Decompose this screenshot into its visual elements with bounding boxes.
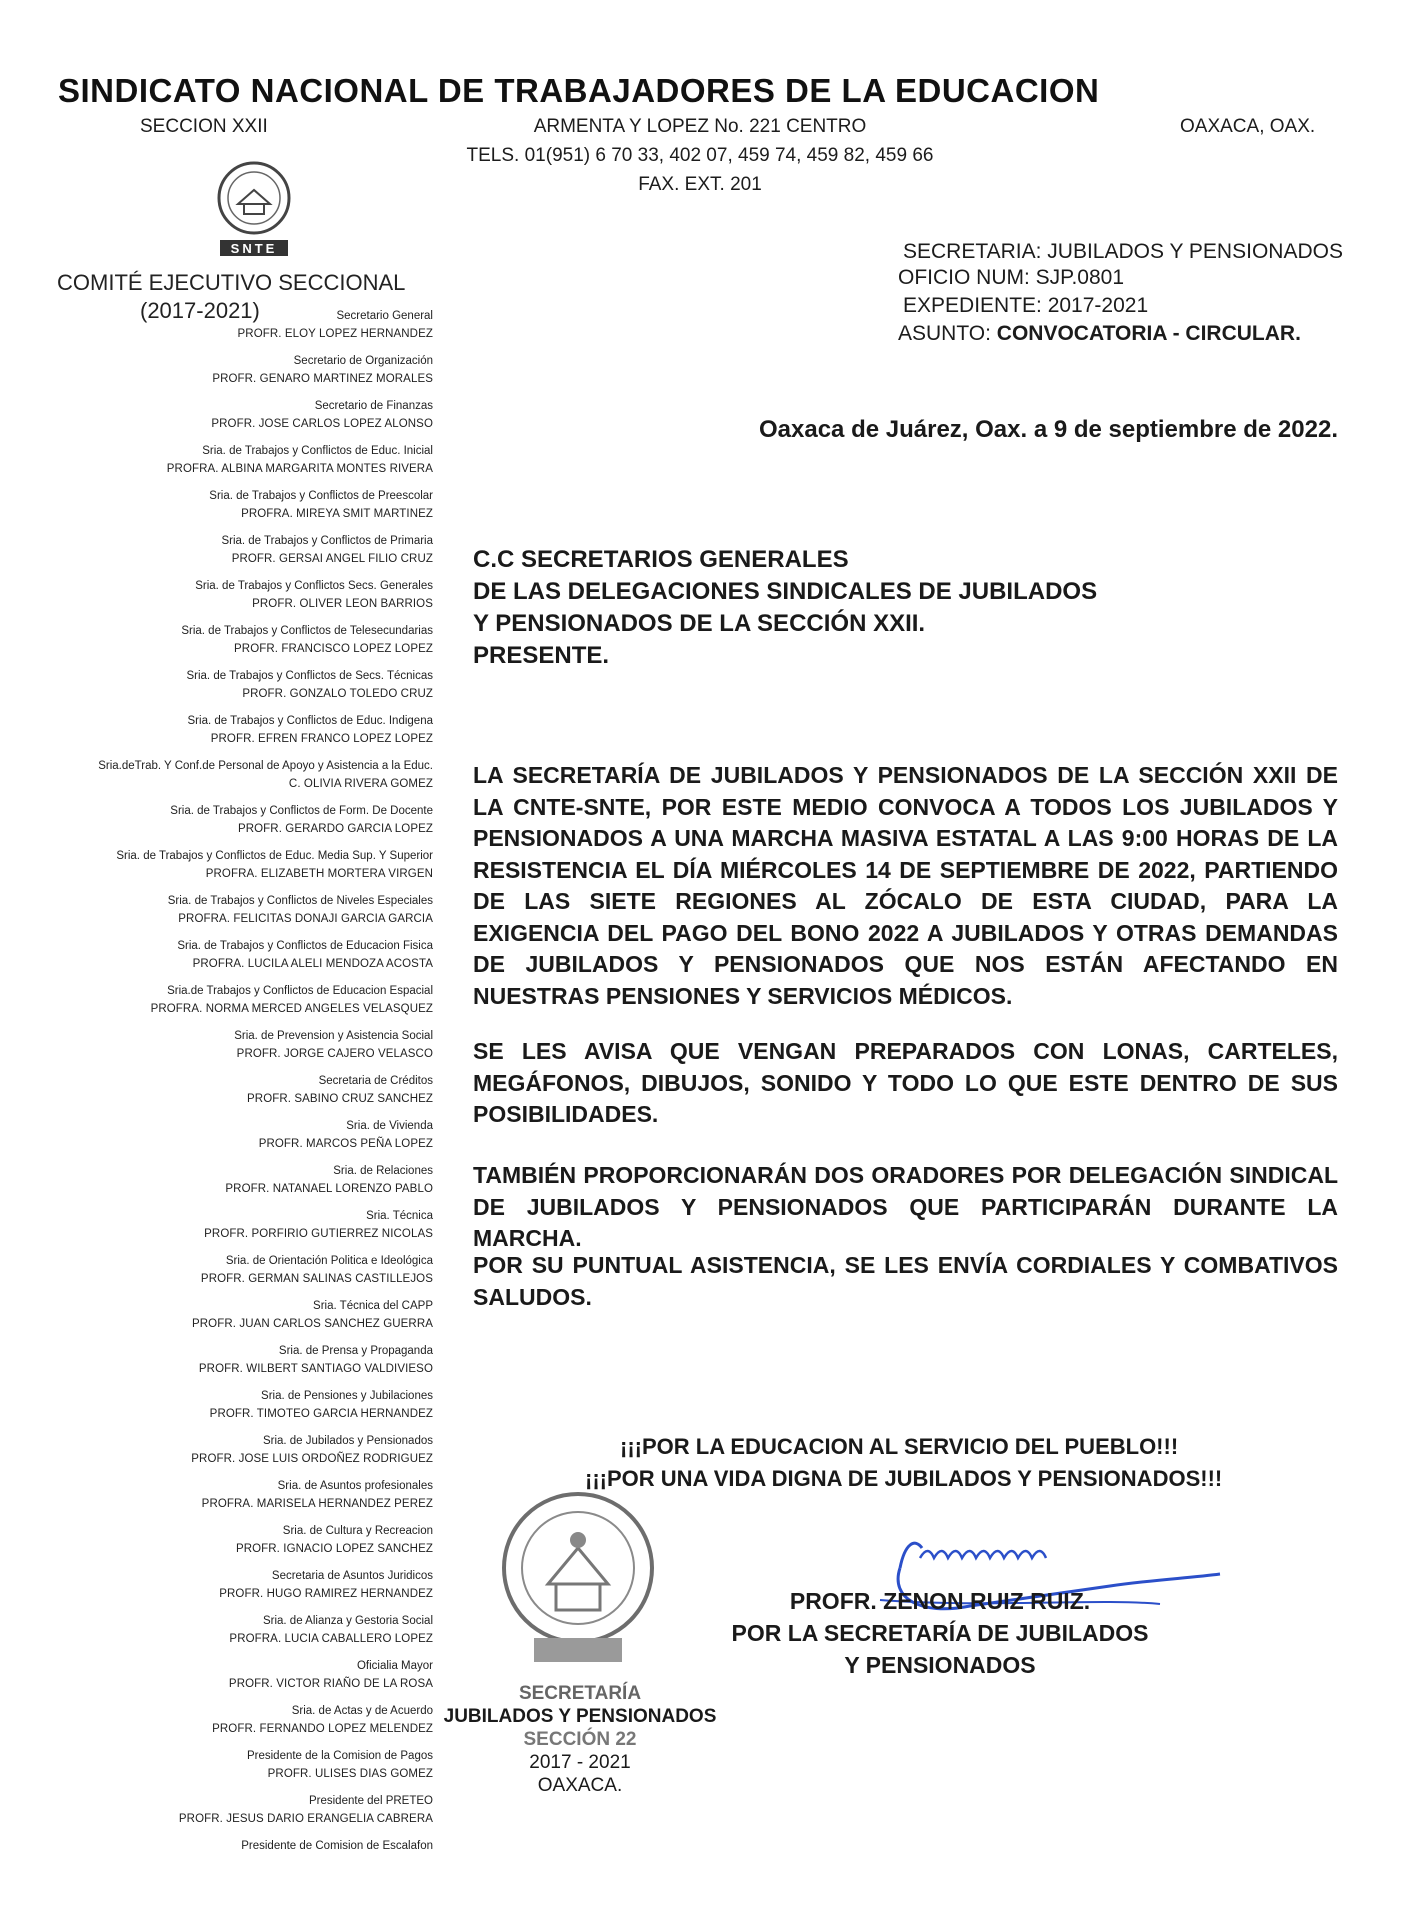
roster-role: Sria. de Prensa y Propaganda xyxy=(278,1345,433,1357)
roster-name: PROFR. VICTOR RIAÑO DE LA ROSA xyxy=(228,1678,433,1690)
roster-name: PROFR. TIMOTEO GARCIA HERNANDEZ xyxy=(209,1408,433,1420)
roster-role: Presidente de Comision de Escalafon xyxy=(241,1840,433,1852)
roster-name: PROFR. HUGO RAMIREZ HERNANDEZ xyxy=(219,1588,433,1600)
roster-role: Sria. de Asuntos profesionales xyxy=(277,1480,433,1492)
roster-entry xyxy=(13,532,433,577)
roster-entry xyxy=(13,757,433,802)
roster-role: Sria. Técnica xyxy=(366,1210,433,1222)
stamp-line-3: SECCIÓN 22 xyxy=(523,1729,637,1750)
roster-entry xyxy=(13,487,433,532)
roster-role: Sria. de Trabajos y Conflictos de Niveles Especiales xyxy=(167,895,433,907)
roster-role: Sria. de Alianza y Gestoria Social xyxy=(262,1615,433,1627)
roster-role: Sria. de Orientación Politica e Ideológica xyxy=(225,1255,433,1267)
roster-entry xyxy=(13,982,433,1027)
roster-entry xyxy=(13,442,433,487)
snte-logo xyxy=(216,160,292,258)
roster-role: Sria. de Trabajos y Conflictos de Secs. Técnicas xyxy=(186,670,433,682)
roster-name: PROFR. OLIVER LEON BARRIOS xyxy=(252,598,433,610)
roster-role: Sria. de Trabajos y Conflictos de Preescolar xyxy=(209,490,433,502)
roster-role: Sria. de Trabajos y Conflictos de Educacion Fisica xyxy=(177,940,433,952)
roster-name: PROFR. NATANAEL LORENZO PABLO xyxy=(225,1183,433,1195)
roster-role: Sria. Técnica del CAPP xyxy=(313,1300,433,1312)
roster-name: PROFR. GONZALO TOLEDO CRUZ xyxy=(242,688,433,700)
roster-role: Sria.de Trabajos y Conflictos de Educacion Espacial xyxy=(167,985,433,997)
roster-name: PROFRA. ELIZABETH MORTERA VIRGEN xyxy=(205,868,433,880)
roster-entry xyxy=(13,847,433,892)
roster-entry xyxy=(13,1747,433,1792)
roster-role: Secretaria de Créditos xyxy=(318,1075,433,1087)
signer-name: PROFR. ZENON RUIZ RUIZ. xyxy=(789,1588,1091,1614)
roster-name: PROFR. JESUS DARIO ERANGELIA CABRERA xyxy=(178,1813,433,1825)
roster-name: PROFR. ULISES DIAS GOMEZ xyxy=(267,1768,433,1780)
roster-entry xyxy=(13,1432,433,1477)
roster-entry xyxy=(13,1657,433,1702)
roster-role: Presidente del PRETEO xyxy=(308,1795,433,1807)
roster-name: PROFRA. FELICITAS DONAJI GARCIA GARCIA xyxy=(178,913,433,925)
roster-role: Sria. de Cultura y Recreacion xyxy=(282,1525,433,1537)
roster-entry xyxy=(13,1792,433,1837)
roster-entry xyxy=(13,1072,433,1117)
address-line: ARMENTA Y LOPEZ No. 221 CENTRO xyxy=(533,116,867,137)
stamp-line-5: OAXACA. xyxy=(537,1775,623,1796)
roster-entry xyxy=(13,1117,433,1162)
roster-name: PROFR. JUAN CARLOS SANCHEZ GUERRA xyxy=(192,1318,433,1330)
roster-entry xyxy=(13,1162,433,1207)
roster-name: PROFR. JORGE CAJERO VELASCO xyxy=(236,1048,433,1060)
roster-entry xyxy=(13,307,433,352)
roster-entry xyxy=(13,1702,433,1747)
addressee-line-1: C.C SECRETARIOS GENERALES xyxy=(473,546,849,573)
roster-role: Presidente de la Comision de Pagos xyxy=(246,1750,433,1762)
slogan-2: ¡¡¡POR UNA VIDA DIGNA DE JUBILADOS Y PENSIONADOS!!! xyxy=(585,1466,1223,1491)
roster-name: PROFR. FRANCISCO LOPEZ LOPEZ xyxy=(234,643,433,655)
roster-entry xyxy=(13,937,433,982)
roster-role: Sria. de Actas y de Acuerdo xyxy=(291,1705,433,1717)
signer-title-1: POR LA SECRETARÍA DE JUBILADOS xyxy=(731,1620,1149,1646)
roster-name: PROFR. JOSE LUIS ORDOÑEZ RODRIGUEZ xyxy=(191,1453,433,1465)
body-paragraph-3: TAMBIÉN PROPORCIONARÁN DOS ORADORES POR DELEGACIÓN SINDICAL DE JUBILADOS Y PENSIONADOS QUE PARTICIPARÁN DURANTE LA MARCHA. xyxy=(473,1162,1338,1251)
official-seal xyxy=(498,1488,658,1688)
roster-role: Sria.deTrab. Y Conf.de Personal de Apoyo y Asistencia a la Educ. xyxy=(98,760,433,772)
roster-name: PROFR. GERSAI ANGEL FILIO CRUZ xyxy=(231,553,433,565)
roster-name: PROFR. FERNANDO LOPEZ MELENDEZ xyxy=(212,1723,433,1735)
roster-role: Sria. de Vivienda xyxy=(346,1120,433,1132)
ref-expediente: EXPEDIENTE: 2017-2021 xyxy=(903,294,1149,317)
roster-entry xyxy=(13,1342,433,1387)
body-paragraph-1: LA SECRETARÍA DE JUBILADOS Y PENSIONADOS DE LA SECCIÓN XXII DE LA CNTE-SNTE, POR ESTE MEDIO CONVOCA A TODOS LOS JUBILADOS Y PENSIONADOS A UNA MARCHA MASIVA ESTATAL A LAS 9:00 HORAS DE LA RESISTENCIA EL DÍA MIÉRCOLES 14 DE SEPTIEMBRE DE 2022, PARTIENDO DE LAS SIETE REGIONES AL ZÓCALO DE ESTA CIUDAD, PARA LA EXIGENCIA DEL PAGO DEL BONO 2022 A JUBILADOS Y OTRAS DEMANDAS DE JUBILADOS Y PENSIONADOS QUE NOS ESTÁN AFECTANDO EN NUESTRAS PENSIONES Y SERVICIOS MÉDICOS. xyxy=(473,762,1338,1009)
roster-name: PROFRA. LUCIA CABALLERO LOPEZ xyxy=(229,1633,433,1645)
roster-entry xyxy=(13,622,433,667)
body-paragraph-4: POR SU PUNTUAL ASISTENCIA, SE LES ENVÍA CORDIALES Y COMBATIVOS SALUDOS. xyxy=(473,1252,1338,1310)
roster-role: Secretaria de Asuntos Juridicos xyxy=(271,1570,433,1582)
stamp-line-4: 2017 - 2021 xyxy=(529,1752,631,1773)
roster-entry xyxy=(13,802,433,847)
stamp-line-2: JUBILADOS Y PENSIONADOS xyxy=(443,1706,717,1727)
roster-entry xyxy=(13,1387,433,1432)
roster-name: PROFRA. LUCILA ALELI MENDOZA ACOSTA xyxy=(192,958,433,970)
roster-name: PROFR. JOSE CARLOS LOPEZ ALONSO xyxy=(211,418,433,430)
roster-entry xyxy=(13,1477,433,1522)
fax-line: FAX. EXT. 201 xyxy=(638,174,762,195)
phones-line: TELS. 01(951) 6 70 33, 402 07, 459 74, 459 82, 459 66 xyxy=(466,145,934,166)
committee-roster xyxy=(13,307,433,1882)
roster-name: PROFR. MARCOS PEÑA LOPEZ xyxy=(258,1138,433,1150)
roster-entry xyxy=(13,712,433,757)
roster-role: Oficialia Mayor xyxy=(356,1660,433,1672)
roster-role: Sria. de Trabajos y Conflictos de Educ. Inicial xyxy=(202,445,433,457)
asunto-value: CONVOCATORIA - CIRCULAR. xyxy=(996,322,1301,345)
roster-role: Secretario General xyxy=(336,310,433,322)
roster-role: Sria. de Trabajos y Conflictos de Telesecundarias xyxy=(181,625,433,637)
ref-secretaria: SECRETARIA: JUBILADOS Y PENSIONADOS xyxy=(903,240,1343,263)
roster-name: PROFRA. ALBINA MARGARITA MONTES RIVERA xyxy=(166,463,433,475)
roster-role: Sria. de Prevension y Asistencia Social xyxy=(234,1030,433,1042)
addressee-line-4: PRESENTE. xyxy=(473,642,610,669)
roster-name: PROFR. EFREN FRANCO LOPEZ LOPEZ xyxy=(210,733,433,745)
roster-name: PROFR. GERARDO GARCIA LOPEZ xyxy=(237,823,433,835)
roster-entry xyxy=(13,1297,433,1342)
roster-entry xyxy=(13,352,433,397)
roster-name: PROFR. PORFIRIO GUTIERREZ NICOLAS xyxy=(204,1228,433,1240)
roster-role: Sria. de Pensiones y Jubilaciones xyxy=(261,1390,433,1402)
body-paragraph-2: SE LES AVISA QUE VENGAN PREPARADOS CON LONAS, CARTELES, MEGÁFONOS, DIBUJOS, SONIDO Y TODO LO QUE ESTE DENTRO DE SUS POSIBILIDADES. xyxy=(473,1038,1338,1127)
addressee-line-2: DE LAS DELEGACIONES SINDICALES DE JUBILADOS xyxy=(473,578,1098,605)
addressee-line-3: Y PENSIONADOS DE LA SECCIÓN XXII. xyxy=(473,610,926,637)
organization-name: SINDICATO NACIONAL DE TRABAJADORES DE LA EDUCACION xyxy=(58,72,1100,109)
roster-name: PROFRA. MIREYA SMIT MARTINEZ xyxy=(241,508,433,520)
roster-entry xyxy=(13,1837,433,1882)
roster-entry xyxy=(13,1207,433,1252)
roster-entry xyxy=(13,1252,433,1297)
roster-entry xyxy=(13,1612,433,1657)
ref-oficio: OFICIO NUM: SJP.0801 xyxy=(898,266,1125,289)
roster-name: PROFR. GENARO MARTINEZ MORALES xyxy=(212,373,433,385)
committee-title: COMITÉ EJECUTIVO SECCIONAL xyxy=(57,270,406,295)
roster-role: Sria. de Jubilados y Pensionados xyxy=(262,1435,433,1447)
roster-name: PROFRA. NORMA MERCED ANGELES VELASQUEZ xyxy=(150,1003,433,1015)
roster-entry xyxy=(13,1522,433,1567)
roster-role: Secretario de Organización xyxy=(293,355,433,367)
roster-role: Sria. de Relaciones xyxy=(333,1165,433,1177)
asunto-label: ASUNTO: xyxy=(898,322,997,345)
signer-title-2: Y PENSIONADOS xyxy=(844,1652,1036,1678)
roster-role: Sria. de Trabajos y Conflictos de Form. De Docente xyxy=(170,805,433,817)
roster-role: Sria. de Trabajos y Conflictos de Educ. Indigena xyxy=(187,715,433,727)
roster-name: PROFR. GERMAN SALINAS CASTILLEJOS xyxy=(200,1273,433,1285)
committee-period: (2017-2021) xyxy=(140,298,260,323)
roster-name: PROFR. IGNACIO LOPEZ SANCHEZ xyxy=(235,1543,433,1555)
roster-name: PROFRA. MARISELA HERNANDEZ PEREZ xyxy=(201,1498,433,1510)
roster-name: PROFR. ELOY LOPEZ HERNANDEZ xyxy=(237,328,433,340)
roster-entry xyxy=(13,1027,433,1072)
date-line: Oaxaca de Juárez, Oax. a 9 de septiembre de 2022. xyxy=(759,416,1338,443)
roster-role: Sria. de Trabajos y Conflictos Secs. Generales xyxy=(195,580,433,592)
roster-entry xyxy=(13,667,433,712)
roster-role: Sria. de Trabajos y Conflictos de Primaria xyxy=(221,535,433,547)
roster-entry xyxy=(13,397,433,442)
ref-asunto xyxy=(898,322,1301,346)
roster-entry xyxy=(13,1567,433,1612)
logo-text: SNTE xyxy=(230,241,278,256)
section-label: SECCION XXII xyxy=(140,116,268,137)
stamp-line-1: SECRETARÍA xyxy=(518,1683,642,1704)
roster-role: Secretario de Finanzas xyxy=(314,400,433,412)
slogan-1: ¡¡¡POR LA EDUCACION AL SERVICIO DEL PUEBLO!!! xyxy=(620,1434,1179,1459)
roster-name: PROFR. WILBERT SANTIAGO VALDIVIESO xyxy=(198,1363,433,1375)
roster-entry xyxy=(13,577,433,622)
roster-name: PROFR. SABINO CRUZ SANCHEZ xyxy=(247,1093,433,1105)
roster-role: Sria. de Trabajos y Conflictos de Educ. Media Sup. Y Superior xyxy=(116,850,433,862)
city-label: OAXACA, OAX. xyxy=(1180,116,1316,137)
roster-entry xyxy=(13,892,433,937)
roster-name: C. OLIVIA RIVERA GOMEZ xyxy=(288,778,433,790)
